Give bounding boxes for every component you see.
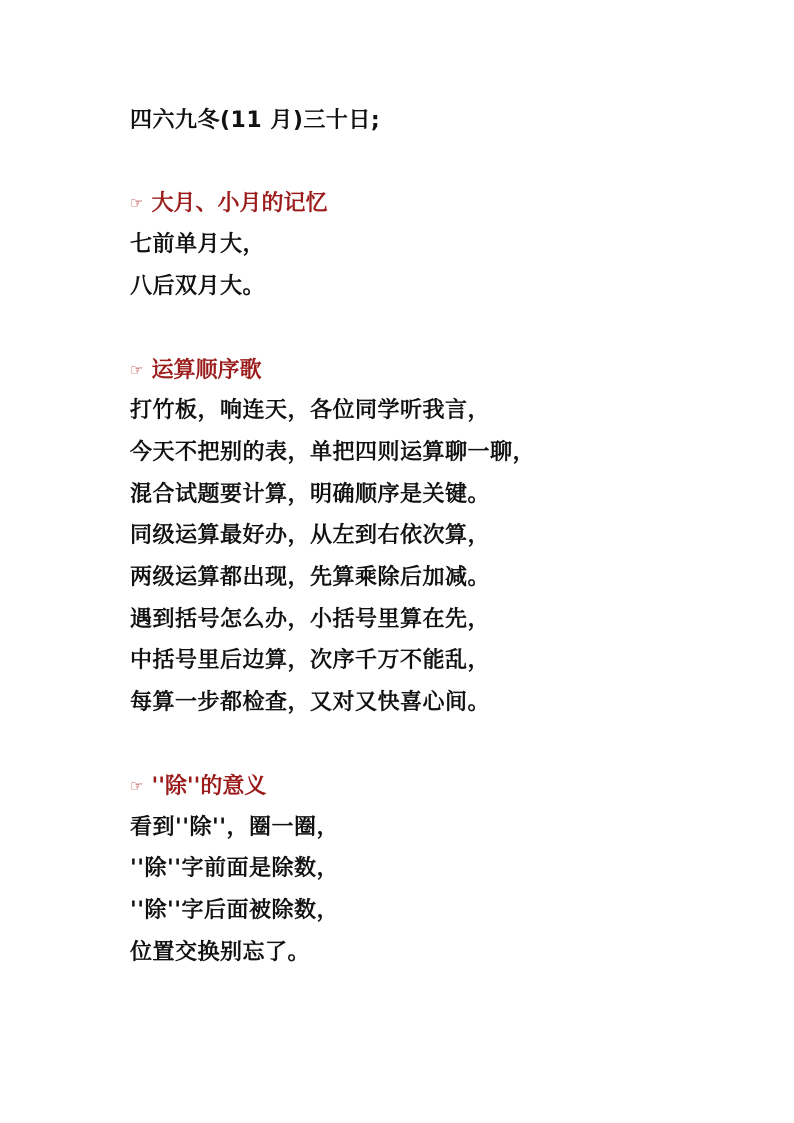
section-title: 大月、小月的记忆: [151, 191, 328, 216]
verse-line: ''除''字后面被除数，: [130, 898, 339, 923]
section-title: 运算顺序歌: [151, 358, 262, 383]
verse-line: 同级运算最好办，从左到右依次算，: [130, 523, 491, 548]
verse-line: 看到''除''，圈一圈，: [130, 815, 339, 840]
pointing-hand-icon: ☞: [130, 361, 144, 379]
verse-line: 两级运算都出现，先算乘除后加减。: [130, 565, 491, 590]
verse-line: 混合试题要计算，明确顺序是关键。: [130, 482, 491, 507]
verse-line: ''除''字前面是除数，: [130, 856, 339, 881]
pointing-hand-icon: ☞: [130, 194, 144, 212]
verse-line: 每算一步都检查，又对又快喜心间。: [130, 690, 491, 715]
verse-line: 中括号里后边算，次序千万不能乱，: [130, 648, 491, 673]
verse-line: 打竹板，响连天，各位同学听我言，: [130, 398, 491, 423]
verse-line: 位置交换别忘了。: [130, 940, 311, 965]
section-heading-division-meaning: [130, 771, 266, 802]
verse-line: 遇到括号怎么办，小括号里算在先，: [130, 607, 491, 632]
intro-line: 四六九冬(11 月)三十日;: [130, 108, 381, 133]
section-title: ''除''的意义: [151, 774, 267, 799]
verse-line: 今天不把别的表，单把四则运算聊一聊，: [130, 440, 536, 465]
verse-line: 七前单月大，: [130, 232, 266, 257]
pointing-hand-icon: ☞: [130, 777, 144, 795]
verse-line: 八后双月大。: [130, 274, 266, 299]
section-heading-month-memory: [130, 188, 327, 219]
section-heading-operation-order: [130, 355, 261, 386]
